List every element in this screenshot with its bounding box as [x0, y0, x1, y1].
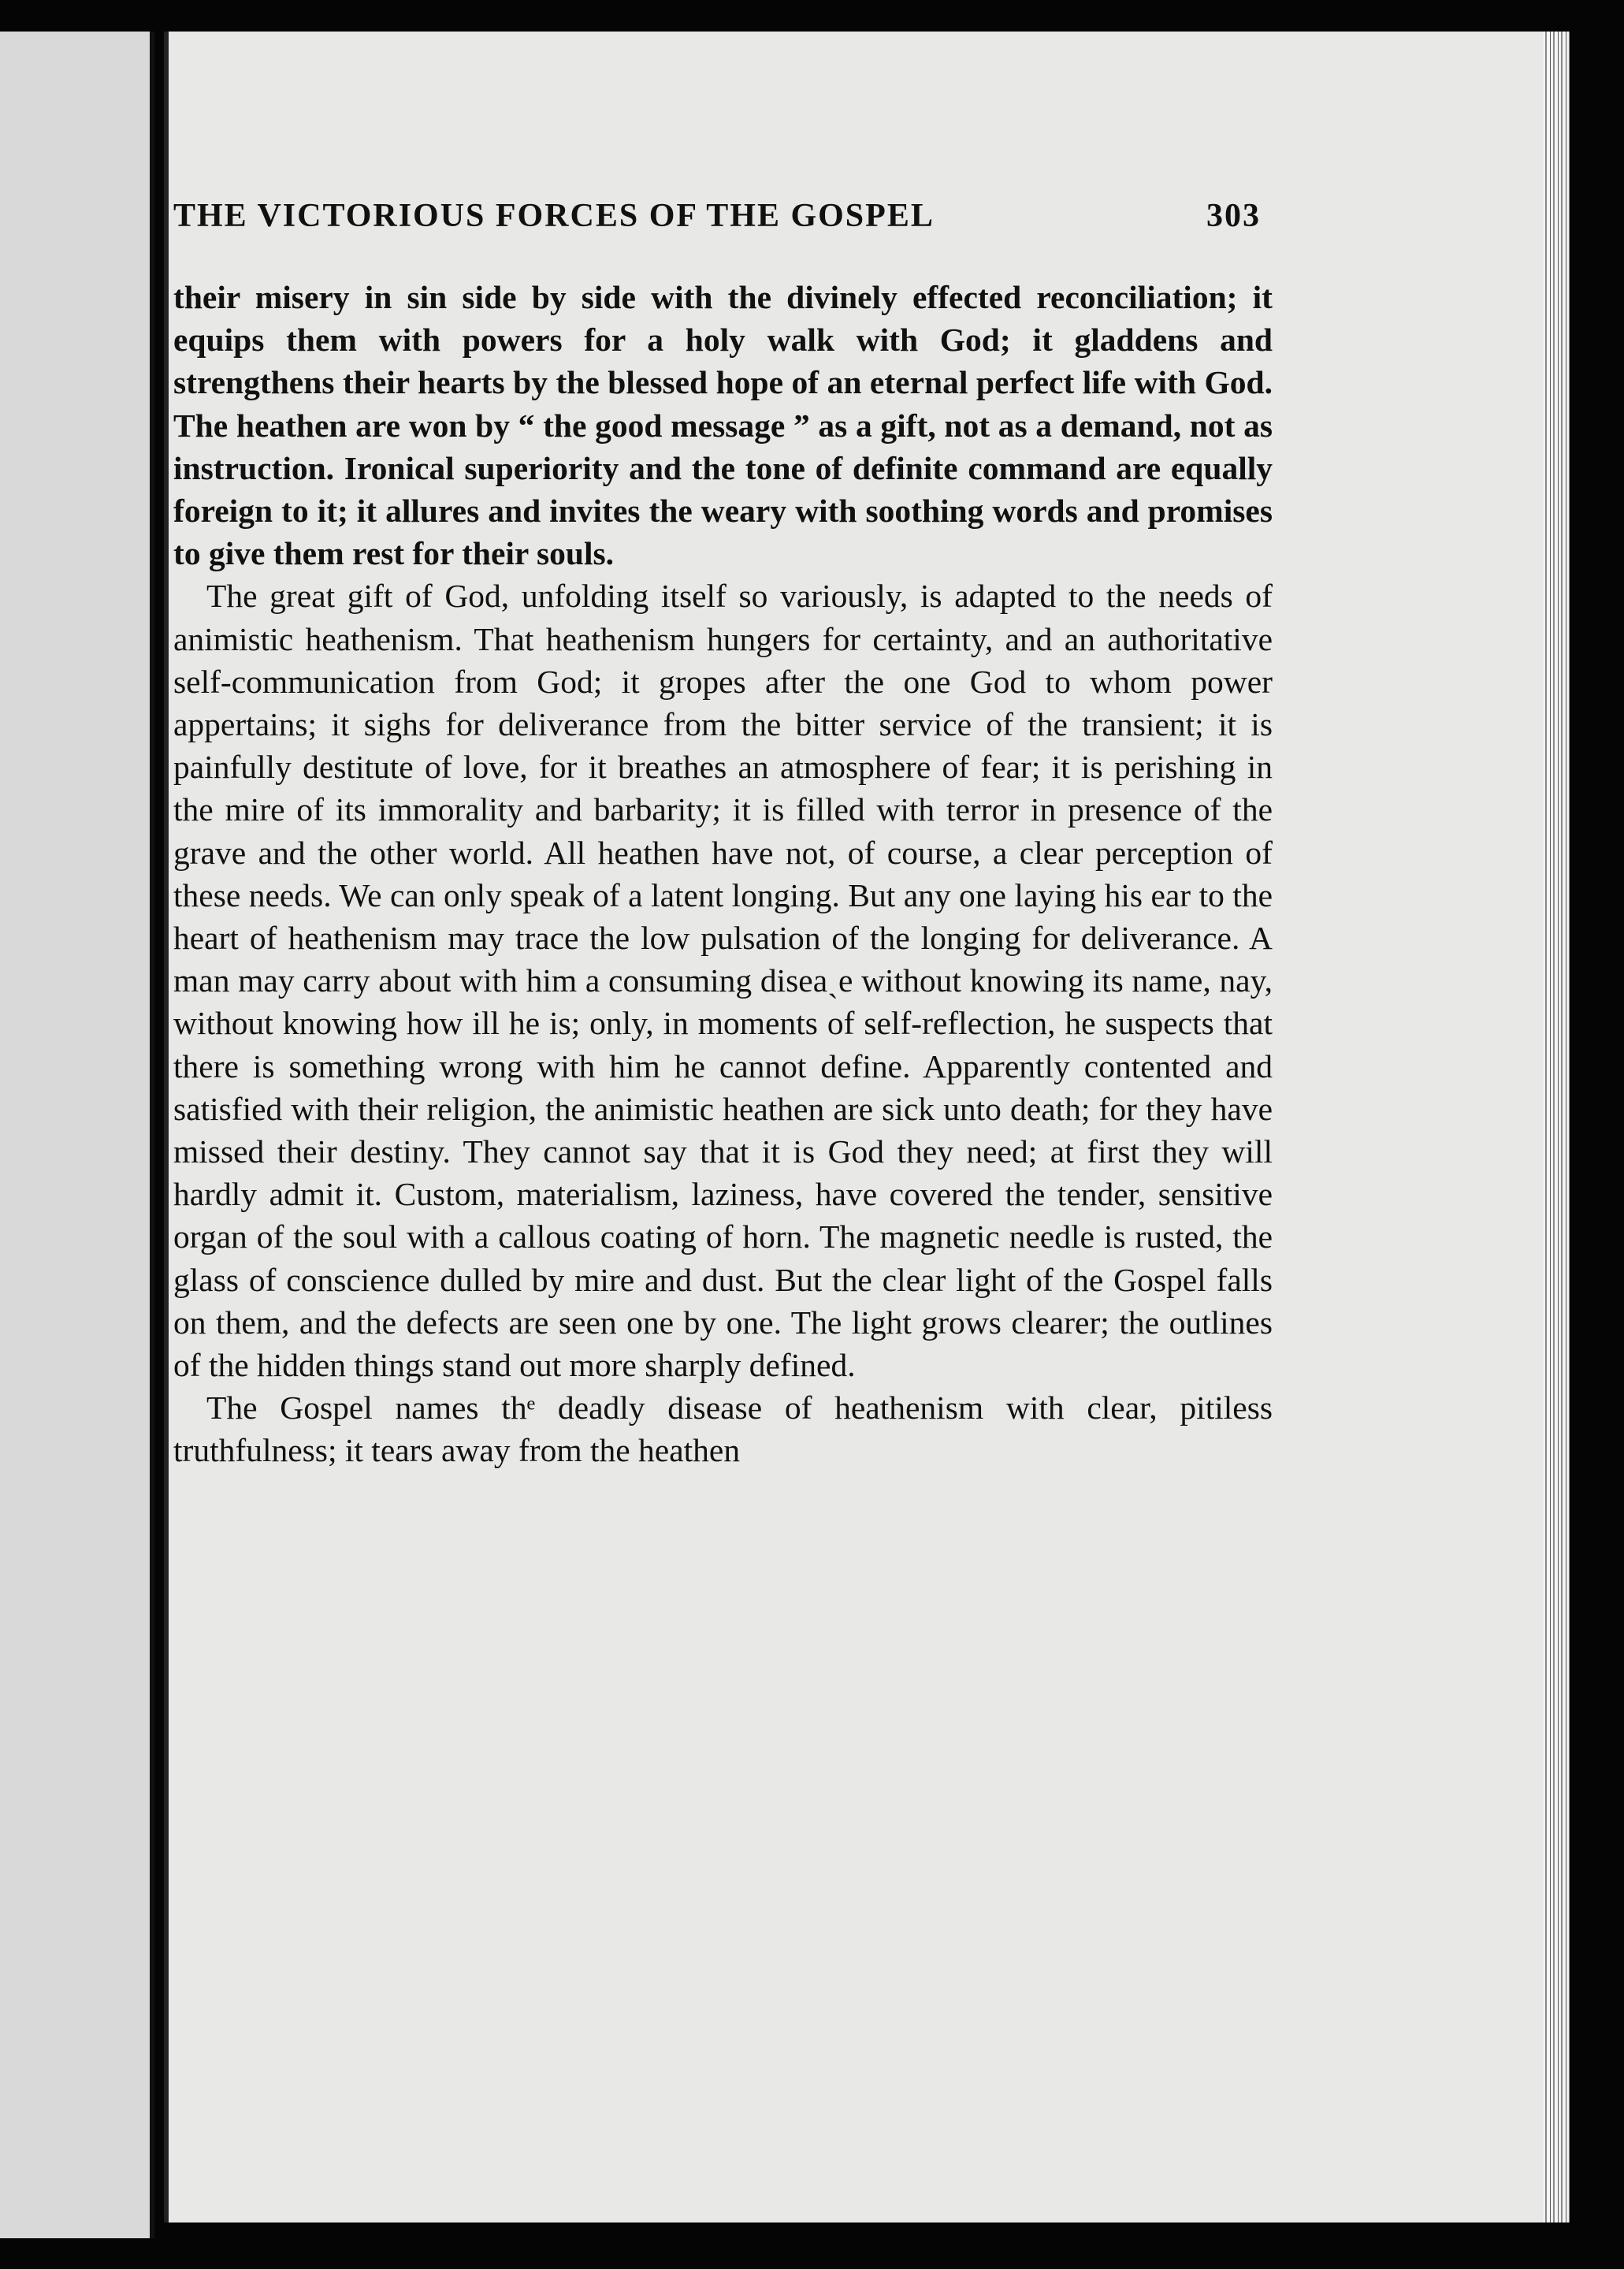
running-title: THE VICTORIOUS FORCES OF THE GOSPEL	[173, 198, 935, 234]
running-header	[173, 197, 1261, 235]
paragraph: The great gift of God, unfolding itself so variously, is adapted to the needs of animistic heathenism. That heathenism hungers for certainty, and an authoritative self-communication from God; it gropes after the one God to whom power appertains; it sighs for deliverance from the bitter service of the transient; it is painfully destitute of love, for it breathes an atmosphere of fear; it is perishing in the mire of its immorality and barbarity; it is filled with terror in presence of the grave and the other world. All heathen have not, of course, a clear perception of these needs. We can only speak of a latent longing. But any one laying his ear to the heart of heathenism may trace the low pulsation of the longing for deliverance. A man may carry about with him a consuming diseaˏe without knowing its name, nay, without knowing how ill he is; only, in moments of self-reflection, he suspects that there is something wrong with him he cannot define. Apparently contented and satisfied with their religion, the animistic heathen are sick unto death; for they have missed their destiny. They cannot say that it is God they need; at first they will hardly admit it. Custom, materialism, laziness, have covered the tender, sensitive organ of the soul with a callous coating of horn. The magnetic needle is rusted, the glass of conscience dulled by mire and dust. But the clear light of the Gospel falls on them, and the defects are seen one by one. The light grows clearer; the outlines of the hidden things stand out more sharply defined.	[173, 578, 1273, 1384]
page-body	[173, 276, 1273, 1472]
page-edges	[1543, 32, 1570, 2223]
facing-page-edge	[0, 32, 154, 2238]
paragraph-continued: their misery in sin side by side with the divinely effected reconciliation; it equips them with powers for a holy walk with God; it gladdens and strengthens their hearts by the blessed hope of an eternal perfect life with God. The heathen are won by “ the good message ” as a gift, not as a demand, not as instruction. Ironical superiority and the tone of definite command are equally foreign to it; it allures and invites the weary with soothing words and promises to give them rest for their souls.	[173, 279, 1273, 572]
paragraph: The Gospel names thᵉ deadly disease of heathenism with clear, pitiless truthfulness; it tears away from the heathen	[173, 1389, 1273, 1469]
page-number: 303	[1206, 198, 1261, 234]
